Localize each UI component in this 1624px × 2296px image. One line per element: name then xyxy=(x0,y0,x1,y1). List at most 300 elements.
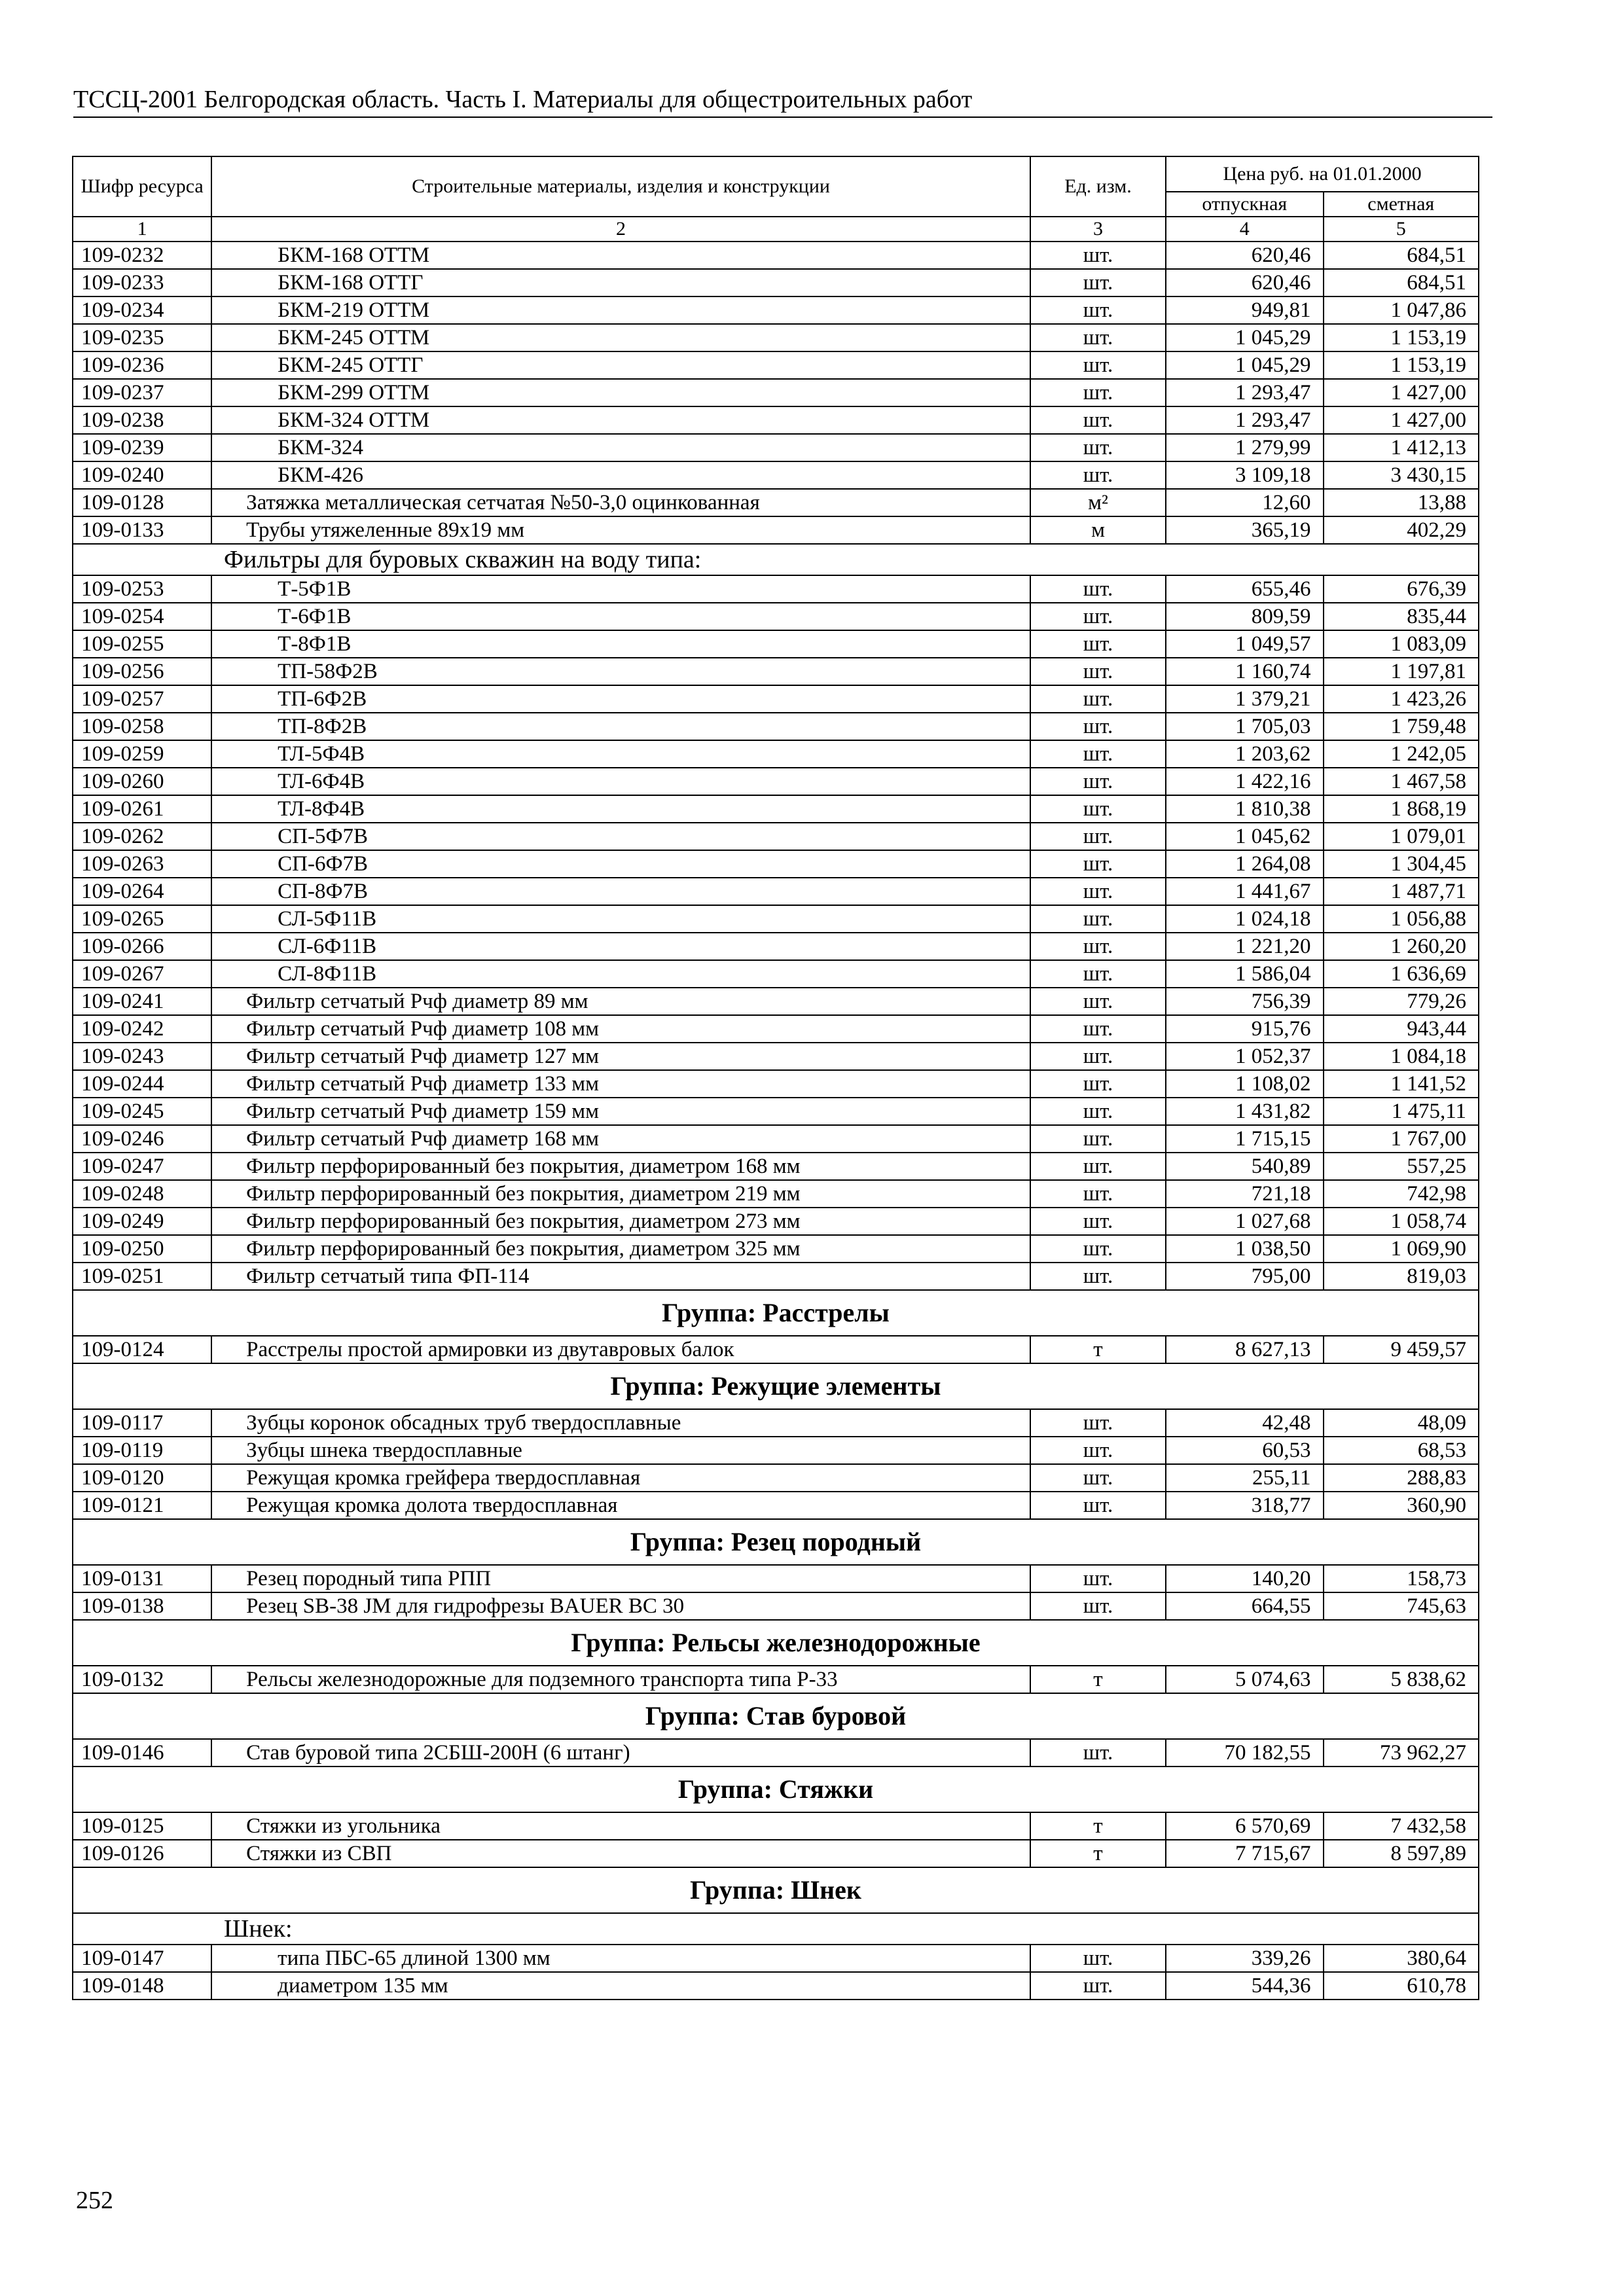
header-code: Шифр ресурса xyxy=(73,156,211,217)
release-price: 318,77 xyxy=(1166,1492,1323,1519)
release-price: 1 160,74 xyxy=(1166,658,1323,685)
material-name: Фильтр перфорированный без покрытия, диаметром 325 мм xyxy=(211,1235,1030,1263)
table-row xyxy=(73,1437,1479,1464)
unit-cell: шт. xyxy=(1030,242,1166,269)
group-heading: Группа: Резец породный xyxy=(73,1519,1479,1565)
estimate-price: 943,44 xyxy=(1324,1015,1479,1043)
estimate-price: 1 083,09 xyxy=(1324,630,1479,658)
material-name: БКМ-426 xyxy=(211,461,1030,489)
resource-code: 109-0264 xyxy=(73,878,211,905)
estimate-price: 835,44 xyxy=(1324,603,1479,630)
unit-cell: шт. xyxy=(1030,823,1166,850)
resource-code: 109-0238 xyxy=(73,406,211,434)
material-name: Т-6Ф1В xyxy=(211,603,1030,630)
resource-code: 109-0233 xyxy=(73,269,211,296)
material-name: Став буровой типа 2СБШ-200Н (6 штанг) xyxy=(211,1739,1030,1767)
unit-cell: шт. xyxy=(1030,933,1166,960)
resource-code: 109-0256 xyxy=(73,658,211,685)
header-name: Строительные материалы, изделия и конструкции xyxy=(211,156,1030,217)
release-price: 1 715,15 xyxy=(1166,1125,1323,1153)
resource-code: 109-0248 xyxy=(73,1180,211,1208)
resource-code: 109-0147 xyxy=(73,1945,211,1972)
table-row xyxy=(73,575,1479,603)
unit-cell: т xyxy=(1030,1840,1166,1867)
resource-code: 109-0128 xyxy=(73,489,211,516)
resource-code: 109-0243 xyxy=(73,1043,211,1070)
estimate-price: 5 838,62 xyxy=(1324,1666,1479,1693)
unit-cell: т xyxy=(1030,1336,1166,1363)
unit-cell: м xyxy=(1030,516,1166,544)
unit-cell: шт. xyxy=(1030,1565,1166,1592)
estimate-price: 557,25 xyxy=(1324,1153,1479,1180)
header-release-price: отпускная xyxy=(1166,192,1323,217)
resource-code: 109-0234 xyxy=(73,296,211,324)
estimate-price: 1 467,58 xyxy=(1324,768,1479,795)
estimate-price: 1 141,52 xyxy=(1324,1070,1479,1098)
table-row xyxy=(73,1043,1479,1070)
estimate-price: 48,09 xyxy=(1324,1409,1479,1437)
resource-code: 109-0253 xyxy=(73,575,211,603)
release-price: 12,60 xyxy=(1166,489,1323,516)
group-heading: Группа: Стяжки xyxy=(73,1767,1479,1812)
unit-cell: шт. xyxy=(1030,351,1166,379)
unit-cell: шт. xyxy=(1030,795,1166,823)
unit-cell: шт. xyxy=(1030,1945,1166,1972)
material-name: ТЛ-8Ф4В xyxy=(211,795,1030,823)
release-price: 1 049,57 xyxy=(1166,630,1323,658)
material-name: Резец SB-38 JM для гидрофрезы BAUER BC 30 xyxy=(211,1592,1030,1620)
release-price: 620,46 xyxy=(1166,242,1323,269)
release-price: 1 422,16 xyxy=(1166,768,1323,795)
release-price: 721,18 xyxy=(1166,1180,1323,1208)
release-price: 1 293,47 xyxy=(1166,406,1323,434)
estimate-price: 380,64 xyxy=(1324,1945,1479,1972)
material-name: Фильтр сетчатый типа ФП-114 xyxy=(211,1263,1030,1290)
resource-code: 109-0259 xyxy=(73,740,211,768)
estimate-price: 1 069,90 xyxy=(1324,1235,1479,1263)
unit-cell: шт. xyxy=(1030,575,1166,603)
material-name: Трубы утяжеленные 89x19 мм xyxy=(211,516,1030,544)
table-row xyxy=(73,1972,1479,2000)
group-heading-row xyxy=(73,1767,1479,1812)
resource-code: 109-0251 xyxy=(73,1263,211,1290)
table-row xyxy=(73,713,1479,740)
table-row xyxy=(73,1464,1479,1492)
estimate-price: 9 459,57 xyxy=(1324,1336,1479,1363)
table-row xyxy=(73,489,1479,516)
material-name: Стяжки из угольника xyxy=(211,1812,1030,1840)
table-header-row xyxy=(73,156,1479,192)
material-name: Режущая кромка грейфера твердосплавная xyxy=(211,1464,1030,1492)
column-number: 5 xyxy=(1324,217,1479,242)
unit-cell: шт. xyxy=(1030,1592,1166,1620)
estimate-price: 1 487,71 xyxy=(1324,878,1479,905)
estimate-price: 1 427,00 xyxy=(1324,379,1479,406)
material-name: СЛ-8Ф11В xyxy=(211,960,1030,988)
table-row xyxy=(73,905,1479,933)
group-heading-row xyxy=(73,1519,1479,1565)
release-price: 809,59 xyxy=(1166,603,1323,630)
subheading: Шнек: xyxy=(73,1913,1479,1945)
unit-cell: шт. xyxy=(1030,658,1166,685)
unit-cell: шт. xyxy=(1030,1015,1166,1043)
release-price: 664,55 xyxy=(1166,1592,1323,1620)
unit-cell: шт. xyxy=(1030,905,1166,933)
table-row xyxy=(73,1015,1479,1043)
table-row xyxy=(73,1409,1479,1437)
release-price: 544,36 xyxy=(1166,1972,1323,2000)
estimate-price: 8 597,89 xyxy=(1324,1840,1479,1867)
unit-cell: шт. xyxy=(1030,1153,1166,1180)
unit-cell: шт. xyxy=(1030,1235,1166,1263)
release-price: 1 108,02 xyxy=(1166,1070,1323,1098)
material-name: Фильтр сетчатый Рчф диаметр 133 мм xyxy=(211,1070,1030,1098)
resource-code: 109-0132 xyxy=(73,1666,211,1693)
unit-cell: шт. xyxy=(1030,603,1166,630)
release-price: 1 431,82 xyxy=(1166,1098,1323,1125)
table-row xyxy=(73,1153,1479,1180)
resource-code: 109-0249 xyxy=(73,1208,211,1235)
release-price: 1 027,68 xyxy=(1166,1208,1323,1235)
release-price: 1 038,50 xyxy=(1166,1235,1323,1263)
table-row xyxy=(73,1125,1479,1153)
resource-code: 109-0246 xyxy=(73,1125,211,1153)
group-heading: Группа: Шнек xyxy=(73,1867,1479,1913)
estimate-price: 1 058,74 xyxy=(1324,1208,1479,1235)
subheading-row xyxy=(73,544,1479,575)
running-header: ТССЦ-2001 Белгородская область. Часть I. Материалы для общестроительных работ xyxy=(73,86,973,113)
release-price: 1 045,29 xyxy=(1166,324,1323,351)
release-price: 655,46 xyxy=(1166,575,1323,603)
resource-code: 109-0117 xyxy=(73,1409,211,1437)
table-row xyxy=(73,823,1479,850)
unit-cell: шт. xyxy=(1030,324,1166,351)
material-name: БКМ-168 ОТТГ xyxy=(211,269,1030,296)
estimate-price: 3 430,15 xyxy=(1324,461,1479,489)
table-row xyxy=(73,1070,1479,1098)
estimate-price: 13,88 xyxy=(1324,489,1479,516)
column-number-row xyxy=(73,217,1479,242)
estimate-price: 742,98 xyxy=(1324,1180,1479,1208)
material-name: ТП-6Ф2В xyxy=(211,685,1030,713)
material-name: Фильтр сетчатый Рчф диаметр 168 мм xyxy=(211,1125,1030,1153)
resource-code: 109-0240 xyxy=(73,461,211,489)
material-name: Зубцы коронок обсадных труб твердосплавные xyxy=(211,1409,1030,1437)
table-row xyxy=(73,1208,1479,1235)
table-row xyxy=(73,1945,1479,1972)
resource-code: 109-0261 xyxy=(73,795,211,823)
unit-cell: шт. xyxy=(1030,461,1166,489)
group-heading-row xyxy=(73,1693,1479,1739)
unit-cell: шт. xyxy=(1030,1180,1166,1208)
material-name: БКМ-245 ОТТМ xyxy=(211,324,1030,351)
subheading-row xyxy=(73,1913,1479,1945)
resource-code: 109-0242 xyxy=(73,1015,211,1043)
resource-code: 109-0265 xyxy=(73,905,211,933)
table-row xyxy=(73,795,1479,823)
material-name: Рельсы железнодорожные для подземного транспорта типа Р-33 xyxy=(211,1666,1030,1693)
resource-code: 109-0232 xyxy=(73,242,211,269)
material-name: БКМ-324 xyxy=(211,434,1030,461)
unit-cell: шт. xyxy=(1030,713,1166,740)
group-heading: Группа: Режущие элементы xyxy=(73,1363,1479,1409)
release-price: 6 570,69 xyxy=(1166,1812,1323,1840)
estimate-price: 1 056,88 xyxy=(1324,905,1479,933)
resource-code: 109-0257 xyxy=(73,685,211,713)
unit-cell: шт. xyxy=(1030,740,1166,768)
column-number: 2 xyxy=(211,217,1030,242)
table-row xyxy=(73,516,1479,544)
estimate-price: 1 197,81 xyxy=(1324,658,1479,685)
unit-cell: шт. xyxy=(1030,1437,1166,1464)
release-price: 42,48 xyxy=(1166,1409,1323,1437)
estimate-price: 7 432,58 xyxy=(1324,1812,1479,1840)
estimate-price: 684,51 xyxy=(1324,269,1479,296)
resource-code: 109-0148 xyxy=(73,1972,211,2000)
material-name: Резец породный типа РПП xyxy=(211,1565,1030,1592)
header-unit: Ед. изм. xyxy=(1030,156,1166,217)
table-row xyxy=(73,603,1479,630)
group-heading: Группа: Став буровой xyxy=(73,1693,1479,1739)
estimate-price: 288,83 xyxy=(1324,1464,1479,1492)
estimate-price: 402,29 xyxy=(1324,516,1479,544)
group-heading: Группа: Рельсы железнодорожные xyxy=(73,1620,1479,1666)
resource-code: 109-0120 xyxy=(73,1464,211,1492)
unit-cell: шт. xyxy=(1030,1125,1166,1153)
table-row xyxy=(73,406,1479,434)
estimate-price: 1 868,19 xyxy=(1324,795,1479,823)
unit-cell: шт. xyxy=(1030,1208,1166,1235)
table-row xyxy=(73,1739,1479,1767)
unit-cell: шт. xyxy=(1030,1409,1166,1437)
estimate-price: 779,26 xyxy=(1324,988,1479,1015)
table-row xyxy=(73,351,1479,379)
unit-cell: шт. xyxy=(1030,685,1166,713)
release-price: 1 221,20 xyxy=(1166,933,1323,960)
material-name: БКМ-324 ОТТМ xyxy=(211,406,1030,434)
release-price: 140,20 xyxy=(1166,1565,1323,1592)
estimate-price: 1 084,18 xyxy=(1324,1043,1479,1070)
unit-cell: шт. xyxy=(1030,406,1166,434)
release-price: 620,46 xyxy=(1166,269,1323,296)
unit-cell: т xyxy=(1030,1812,1166,1840)
estimate-price: 1 153,19 xyxy=(1324,324,1479,351)
material-name: Зубцы шнека твердосплавные xyxy=(211,1437,1030,1464)
estimate-price: 1 260,20 xyxy=(1324,933,1479,960)
material-name: Фильтр сетчатый Рчф диаметр 89 мм xyxy=(211,988,1030,1015)
group-heading: Группа: Расстрелы xyxy=(73,1290,1479,1336)
material-name: БКМ-245 ОТТГ xyxy=(211,351,1030,379)
release-price: 1 264,08 xyxy=(1166,850,1323,878)
release-price: 3 109,18 xyxy=(1166,461,1323,489)
header-price: Цена руб. на 01.01.2000 xyxy=(1166,156,1479,192)
table-row xyxy=(73,768,1479,795)
resource-code: 109-0250 xyxy=(73,1235,211,1263)
material-name: СП-6Ф7В xyxy=(211,850,1030,878)
table-row xyxy=(73,988,1479,1015)
table-row xyxy=(73,685,1479,713)
page-number: 252 xyxy=(76,2187,113,2214)
release-price: 1 024,18 xyxy=(1166,905,1323,933)
release-price: 1 810,38 xyxy=(1166,795,1323,823)
material-name: Т-8Ф1В xyxy=(211,630,1030,658)
resource-code: 109-0239 xyxy=(73,434,211,461)
material-name: ТЛ-6Ф4В xyxy=(211,768,1030,795)
table-row xyxy=(73,1336,1479,1363)
table-row xyxy=(73,1812,1479,1840)
estimate-price: 819,03 xyxy=(1324,1263,1479,1290)
unit-cell: м² xyxy=(1030,489,1166,516)
unit-cell: шт. xyxy=(1030,1098,1166,1125)
column-number: 1 xyxy=(73,217,211,242)
estimate-price: 684,51 xyxy=(1324,242,1479,269)
release-price: 365,19 xyxy=(1166,516,1323,544)
table-row xyxy=(73,461,1479,489)
unit-cell: шт. xyxy=(1030,1263,1166,1290)
release-price: 1 045,29 xyxy=(1166,351,1323,379)
estimate-price: 1 412,13 xyxy=(1324,434,1479,461)
estimate-price: 1 759,48 xyxy=(1324,713,1479,740)
material-name: ТП-58Ф2В xyxy=(211,658,1030,685)
estimate-price: 360,90 xyxy=(1324,1492,1479,1519)
material-name: Т-5Ф1В xyxy=(211,575,1030,603)
release-price: 8 627,13 xyxy=(1166,1336,1323,1363)
resource-code: 109-0124 xyxy=(73,1336,211,1363)
table-row xyxy=(73,379,1479,406)
subheading: Фильтры для буровых скважин на воду типа: xyxy=(73,544,1479,575)
resource-code: 109-0241 xyxy=(73,988,211,1015)
resource-code: 109-0237 xyxy=(73,379,211,406)
material-name: СЛ-5Ф11В xyxy=(211,905,1030,933)
table-row xyxy=(73,1263,1479,1290)
resource-code: 109-0119 xyxy=(73,1437,211,1464)
resource-code: 109-0146 xyxy=(73,1739,211,1767)
table-row xyxy=(73,1666,1479,1693)
table-row xyxy=(73,1592,1479,1620)
resource-code: 109-0247 xyxy=(73,1153,211,1180)
material-name: СП-5Ф7В xyxy=(211,823,1030,850)
header-estimate-price: сметная xyxy=(1324,192,1479,217)
unit-cell: т xyxy=(1030,1666,1166,1693)
release-price: 540,89 xyxy=(1166,1153,1323,1180)
unit-cell: шт. xyxy=(1030,1043,1166,1070)
estimate-price: 158,73 xyxy=(1324,1565,1479,1592)
table-row xyxy=(73,878,1479,905)
resource-code: 109-0263 xyxy=(73,850,211,878)
material-name: Расстрелы простой армировки из двутавровых балок xyxy=(211,1336,1030,1363)
resource-code: 109-0260 xyxy=(73,768,211,795)
material-name: Режущая кромка долота твердосплавная xyxy=(211,1492,1030,1519)
group-heading-row xyxy=(73,1290,1479,1336)
release-price: 1 045,62 xyxy=(1166,823,1323,850)
estimate-price: 1 047,86 xyxy=(1324,296,1479,324)
material-name: ТП-8Ф2В xyxy=(211,713,1030,740)
unit-cell: шт. xyxy=(1030,1972,1166,2000)
estimate-price: 1 636,69 xyxy=(1324,960,1479,988)
release-price: 339,26 xyxy=(1166,1945,1323,1972)
unit-cell: шт. xyxy=(1030,269,1166,296)
estimate-price: 68,53 xyxy=(1324,1437,1479,1464)
material-name: типа ПБС-65 длиной 1300 мм xyxy=(211,1945,1030,1972)
table-row xyxy=(73,960,1479,988)
table-row xyxy=(73,740,1479,768)
unit-cell: шт. xyxy=(1030,878,1166,905)
unit-cell: шт. xyxy=(1030,850,1166,878)
resource-code: 109-0254 xyxy=(73,603,211,630)
release-price: 1 052,37 xyxy=(1166,1043,1323,1070)
group-heading-row xyxy=(73,1867,1479,1913)
unit-cell: шт. xyxy=(1030,960,1166,988)
column-number: 3 xyxy=(1030,217,1166,242)
unit-cell: шт. xyxy=(1030,1739,1166,1767)
resource-code: 109-0258 xyxy=(73,713,211,740)
table-row xyxy=(73,1235,1479,1263)
column-number: 4 xyxy=(1166,217,1323,242)
material-name: БКМ-168 ОТТМ xyxy=(211,242,1030,269)
table-row xyxy=(73,1098,1479,1125)
estimate-price: 1 767,00 xyxy=(1324,1125,1479,1153)
estimate-price: 610,78 xyxy=(1324,1972,1479,2000)
table-row xyxy=(73,1840,1479,1867)
table-row xyxy=(73,296,1479,324)
resource-code: 109-0262 xyxy=(73,823,211,850)
estimate-price: 1 423,26 xyxy=(1324,685,1479,713)
material-name: Фильтр перфорированный без покрытия, диаметром 273 мм xyxy=(211,1208,1030,1235)
resource-code: 109-0267 xyxy=(73,960,211,988)
unit-cell: шт. xyxy=(1030,630,1166,658)
material-name: диаметром 135 мм xyxy=(211,1972,1030,2000)
material-name: ТЛ-5Ф4В xyxy=(211,740,1030,768)
unit-cell: шт. xyxy=(1030,1464,1166,1492)
unit-cell: шт. xyxy=(1030,988,1166,1015)
resource-code: 109-0131 xyxy=(73,1565,211,1592)
release-price: 756,39 xyxy=(1166,988,1323,1015)
resource-code: 109-0266 xyxy=(73,933,211,960)
table-row xyxy=(73,1492,1479,1519)
release-price: 949,81 xyxy=(1166,296,1323,324)
estimate-price: 676,39 xyxy=(1324,575,1479,603)
resource-code: 109-0244 xyxy=(73,1070,211,1098)
unit-cell: шт. xyxy=(1030,1492,1166,1519)
release-price: 5 074,63 xyxy=(1166,1666,1323,1693)
table-row xyxy=(73,242,1479,269)
unit-cell: шт. xyxy=(1030,768,1166,795)
resource-code: 109-0236 xyxy=(73,351,211,379)
estimate-price: 1 475,11 xyxy=(1324,1098,1479,1125)
estimate-price: 745,63 xyxy=(1324,1592,1479,1620)
table-row xyxy=(73,850,1479,878)
table-row xyxy=(73,630,1479,658)
unit-cell: шт. xyxy=(1030,1070,1166,1098)
material-name: Фильтр сетчатый Рчф диаметр 127 мм xyxy=(211,1043,1030,1070)
release-price: 255,11 xyxy=(1166,1464,1323,1492)
release-price: 60,53 xyxy=(1166,1437,1323,1464)
release-price: 1 586,04 xyxy=(1166,960,1323,988)
unit-cell: шт. xyxy=(1030,434,1166,461)
header-rule xyxy=(73,117,1492,118)
release-price: 7 715,67 xyxy=(1166,1840,1323,1867)
release-price: 1 293,47 xyxy=(1166,379,1323,406)
estimate-price: 1 242,05 xyxy=(1324,740,1479,768)
estimate-price: 73 962,27 xyxy=(1324,1739,1479,1767)
release-price: 795,00 xyxy=(1166,1263,1323,1290)
table-row xyxy=(73,933,1479,960)
table-row xyxy=(73,324,1479,351)
resource-code: 109-0235 xyxy=(73,324,211,351)
material-name: БКМ-299 ОТТМ xyxy=(211,379,1030,406)
material-name: Фильтр сетчатый Рчф диаметр 108 мм xyxy=(211,1015,1030,1043)
resource-code: 109-0121 xyxy=(73,1492,211,1519)
